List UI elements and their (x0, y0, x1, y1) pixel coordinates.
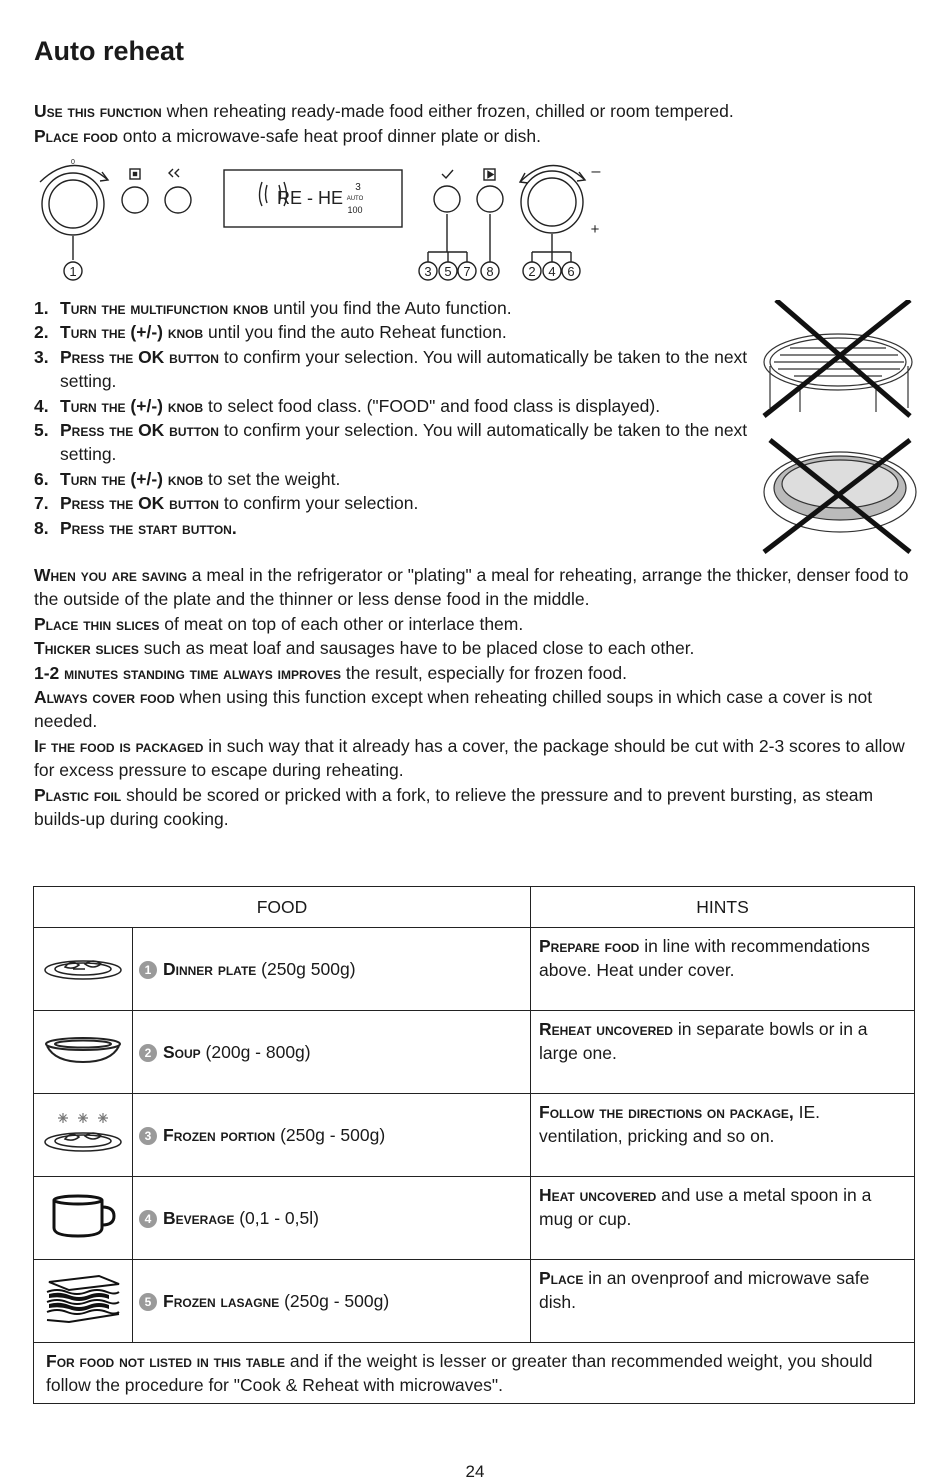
plus-sign: + (590, 221, 600, 238)
tip-paragraph: If the food is packaged in such way that it already has a cover, the package should be cut with 2-3 scores to allow for excess pressure to escape during reheating. (34, 735, 905, 781)
svg-text:6: 6 (567, 264, 575, 279)
svg-text:7: 7 (463, 264, 471, 279)
row-number-badge: 2 (139, 1044, 157, 1062)
svg-text:0: 0 (71, 159, 75, 166)
display-text: RE - HE (276, 188, 344, 208)
tip-paragraph: When you are saving a meal in the refrigerator or "plating" a meal for reheating, arrange the thicker, denser food to the outside of the plate and the thinner or less dense food in the middle. (34, 565, 909, 610)
tip-paragraph: 1-2 minutes standing time always improves the result, especially for frozen food. (34, 662, 627, 683)
tip-paragraph: Plastic foil should be scored or pricked with a fork, to relieve the pressure and to prevent bursting, as steam builds-up during cooking. (34, 784, 874, 830)
step-item: 5. Press the OK button to confirm your selection. You will automatically be taken to the next setting. (34, 420, 748, 465)
table-row: 2 Soup (200g - 800g) Reheat uncovered in separate bowls or in a large one. (34, 1011, 915, 1094)
control-panel-illustration (30, 152, 620, 287)
row-number-badge: 4 (139, 1210, 157, 1228)
step-item: 6. Turn the (+/-) knob to set the weight. (34, 468, 341, 489)
row-number-badge: 5 (139, 1293, 157, 1311)
svg-text:4: 4 (548, 264, 556, 279)
frozen-portion-icon (43, 1111, 123, 1155)
step-item: 1. Turn the multifunction knob until you find the Auto function. (34, 298, 512, 318)
ok-button-icon (434, 170, 460, 212)
step-item: 4. Turn the (+/-) knob to select food class. ("FOOD" and food class is displayed). (34, 395, 661, 416)
step-item: 3. Press the OK button to confirm your selection. You will automatically be taken to the next setting. (34, 346, 748, 392)
tip-paragraph: Place thin slices of meat on top of each other or interlace them. (34, 613, 524, 634)
page-title: Auto reheat (34, 36, 185, 66)
minus-sign: – (591, 163, 601, 180)
row-number-badge: 1 (139, 961, 157, 979)
stop-button-icon (122, 169, 148, 213)
table-row: 4 Beverage (0,1 - 0,5l) Heat uncovered and use a metal spoon in a mug or cup. (34, 1177, 915, 1260)
table-row: 5 Frozen lasagne (250g - 500g) Place in an ovenproof and microwave safe dish. (34, 1260, 915, 1343)
plus-minus-knob-icon (520, 165, 585, 233)
row-number-badge: 3 (139, 1127, 157, 1145)
table-row: 3 Frozen portion (250g - 500g) Follow the directions on package, IE. ventilation, pricking and so on. (34, 1094, 915, 1177)
forbidden-accessories-illustration (760, 300, 920, 558)
svg-text:1: 1 (69, 264, 77, 279)
mug-icon (48, 1193, 118, 1239)
display-auto: AUTO (346, 196, 364, 202)
soup-bowl-icon (43, 1034, 123, 1066)
svg-text:8: 8 (486, 264, 494, 279)
step-item: 7. Press the OK button to confirm your selection. (34, 493, 419, 514)
column-header-hints: HINTS (531, 887, 915, 928)
tips-section (34, 563, 919, 831)
intro-line-2: Place food onto a microwave-safe heat proof dinner plate or dish. (34, 126, 542, 146)
display-top: 3 (355, 182, 361, 193)
multifunction-knob-icon (40, 159, 108, 235)
svg-text:3: 3 (424, 264, 432, 279)
tip-paragraph: Thicker slices such as meat loaf and sausages have to be placed close to each other. (34, 638, 695, 659)
food-hints-table (33, 886, 915, 1404)
intro-line-1: Use this function when reheating ready-made food either frozen, chilled or room tempered. (34, 101, 734, 121)
svg-text:2: 2 (528, 264, 536, 279)
tip-paragraph: Always cover food when using this function except when reheating chilled soups in which case a cover is not needed. (34, 687, 873, 732)
step-item: 8. Press the start button. (34, 517, 237, 538)
svg-text:5: 5 (444, 264, 452, 279)
start-button-icon (477, 169, 503, 212)
lasagne-icon (43, 1274, 123, 1324)
steps-list (34, 296, 754, 540)
table-footer-row: For food not listed in this table and if the weight is lesser or greater than recommended weight, you should follow the procedure for "Cook & Reheat with microwaves". (34, 1343, 915, 1404)
dinner-plate-icon (43, 951, 123, 983)
step-item: 2. Turn the (+/-) knob until you find the auto Reheat function. (34, 322, 507, 343)
table-row: 1 Dinner plate (250g 500g) Prepare food in line with recommendations above. Heat under cover. (34, 928, 915, 1011)
column-header-food: FOOD (34, 887, 531, 928)
back-button-icon (165, 169, 191, 213)
display-value: 100 (347, 205, 363, 215)
page-number: 24 (465, 1462, 485, 1481)
